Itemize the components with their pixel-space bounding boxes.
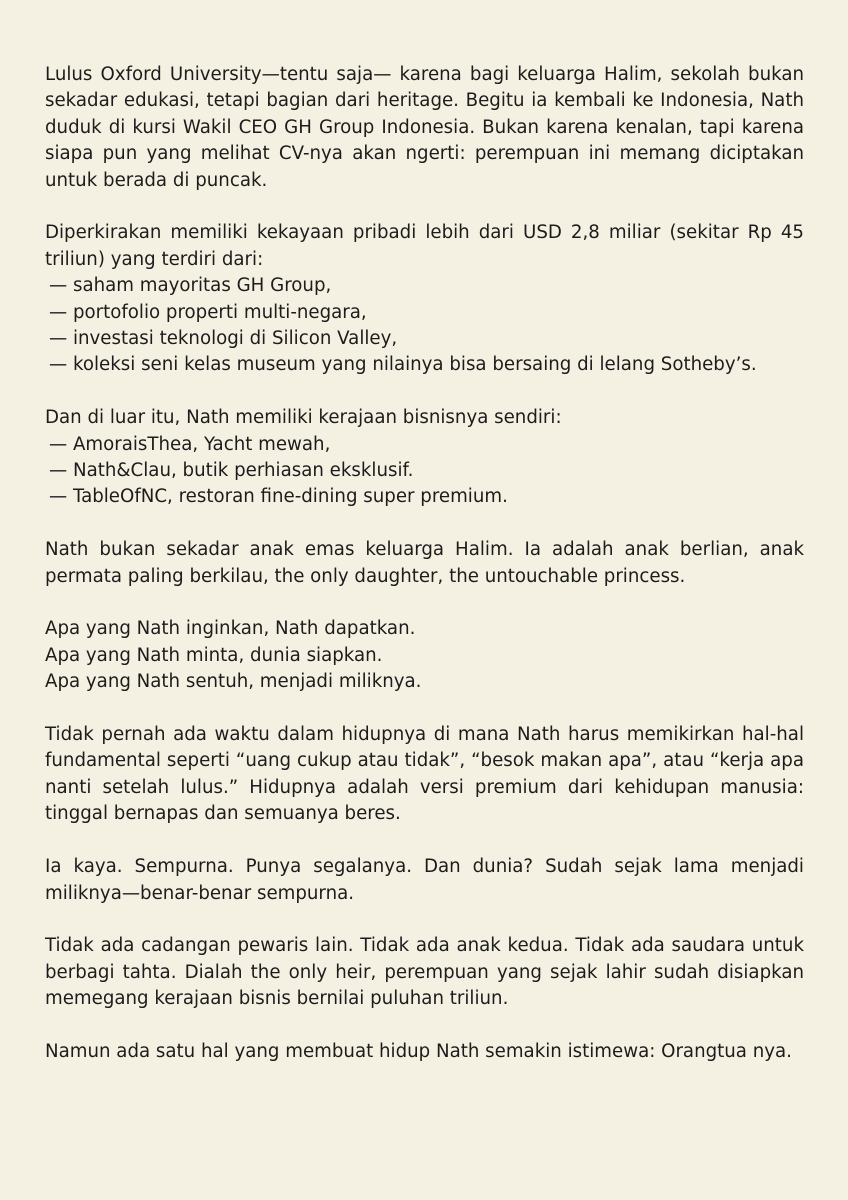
list-item-wealth-tech: — investasi teknologi di Silicon Valley,	[49, 328, 398, 350]
list-item-wealth-shares: — saham mayoritas GH Group,	[49, 275, 332, 297]
paragraph-parents: Namun ada satu hal yang membuat hidup Nath semakin istimewa: Orangtua nya.	[45, 1040, 792, 1062]
business-section	[45, 405, 804, 511]
paragraph-only-heir: Tidak ada cadangan pewaris lain. Tidak ada anak kedua. Tidak ada saudara untuk berbagi tahta. Dialah the only heir, perempuan yang sejak lahir sudah disiapkan memegang kerajaan bisnis bernilai puluhan triliun.	[45, 935, 804, 1010]
paragraph-wealth-intro: Diperkirakan memiliki kekayaan pribadi lebih dari USD 2,8 miliar (sekitar Rp 45 triliun) yang terdiri dari:	[45, 222, 804, 270]
wealth-section	[45, 220, 804, 378]
list-item-business-jewelry: — Nath&Clau, butik perhiasan eksklusif.	[49, 460, 414, 482]
paragraph-education: Lulus Oxford University—tentu saja— karena bagi keluarga Halim, sekolah bukan sekadar edukasi, tetapi bagian dari heritage. Begitu ia kembali ke Indonesia, Nath duduk di kursi Wakil CEO GH Group Indonesia. Bukan karena kenalan, tapi karena siapa pun yang melihat CV-nya akan ngerti: perempuan ini memang diciptakan untuk berada di puncak.	[45, 64, 804, 191]
paragraph-golden-child: Nath bukan sekadar anak emas keluarga Halim. Ia adalah anak berlian, anak permata paling berkilau, the only daughter, the untouchable princess.	[45, 539, 804, 587]
list-item-business-restaurant: — TableOfNC, restoran fine-dining super premium.	[49, 486, 508, 508]
refrain-line-touch: Apa yang Nath sentuh, menjadi miliknya.	[45, 671, 422, 693]
list-item-wealth-property: — portofolio properti multi-negara,	[49, 301, 367, 323]
list-item-wealth-art: — koleksi seni kelas museum yang nilainya bisa bersaing di lelang Sotheby’s.	[49, 354, 757, 376]
paragraph-never-worried: Tidak pernah ada waktu dalam hidupnya di mana Nath harus memikirkan hal-hal fundamental seperti “uang cukup atau tidak”, “besok makan apa”, atau “kerja apa nanti setelah lulus.” Hidupnya adalah versi premium dari kehidupan manusia: tinggal bernapas dan semuanya beres.	[45, 724, 804, 825]
refrain-section	[45, 616, 804, 695]
list-item-business-yacht: — AmoraisThea, Yacht mewah,	[49, 433, 331, 455]
refrain-line-want: Apa yang Nath inginkan, Nath dapatkan.	[45, 618, 416, 640]
refrain-line-ask: Apa yang Nath minta, dunia siapkan.	[45, 644, 383, 666]
paragraph-rich-perfect: Ia kaya. Sempurna. Punya segalanya. Dan dunia? Sudah sejak lama menjadi miliknya—benar-benar sempurna.	[45, 856, 804, 904]
paragraph-business-intro: Dan di luar itu, Nath memiliki kerajaan bisnisnya sendiri:	[45, 407, 562, 429]
